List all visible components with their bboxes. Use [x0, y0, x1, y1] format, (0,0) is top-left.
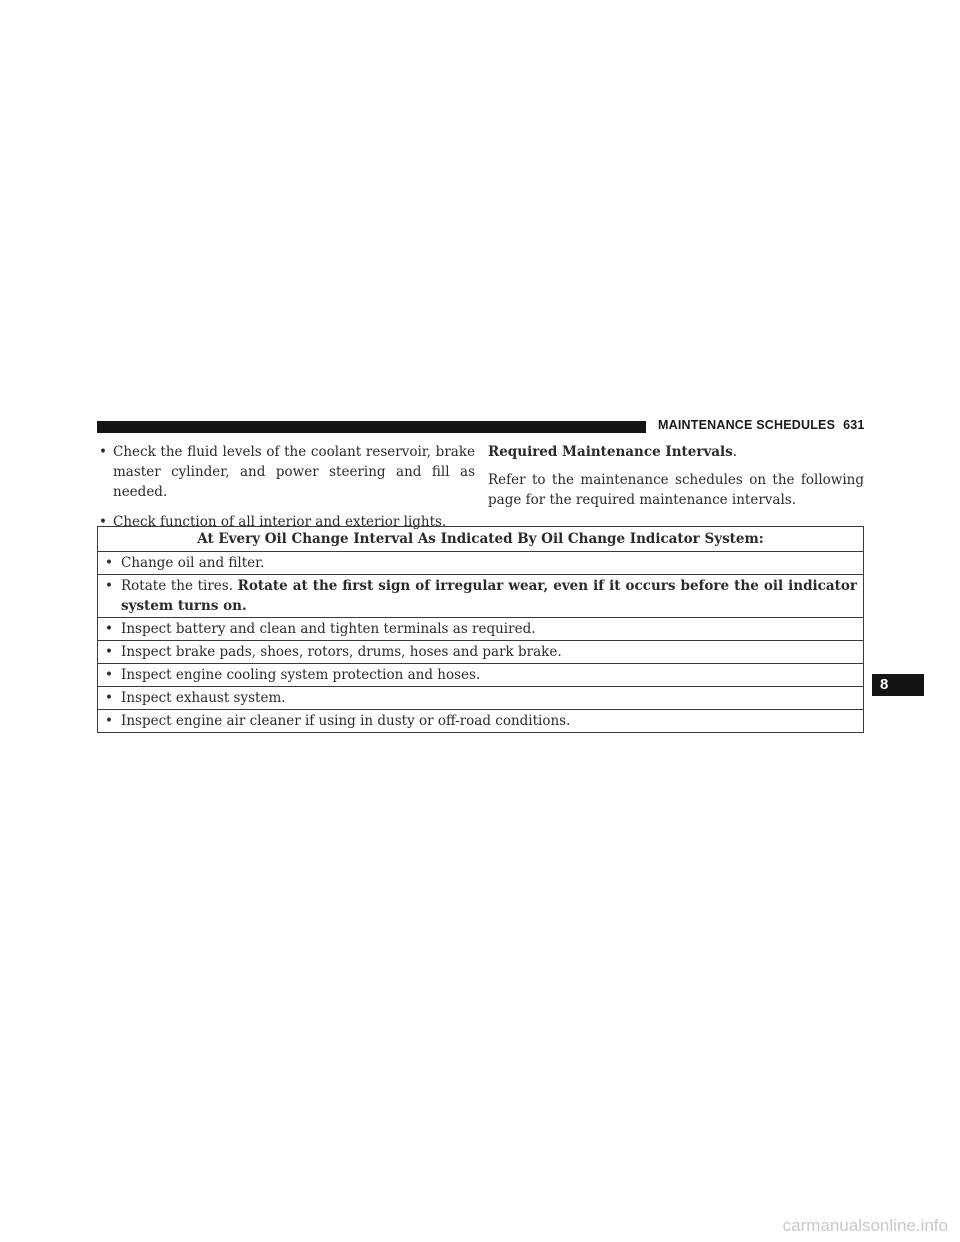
table-cell [104, 619, 857, 639]
body-paragraph: Refer to the maintenance schedules on the following page for the required maintenance intervals. [488, 472, 864, 508]
chapter-tab: 8 [872, 674, 924, 696]
table-header-row [98, 527, 864, 552]
right-column [488, 442, 864, 518]
table-row [98, 575, 864, 618]
row-text: Inspect battery and clean and tighten terminals as required. [121, 621, 536, 637]
table-row [98, 710, 864, 733]
section-heading-period: . [732, 444, 738, 460]
table-cell [104, 642, 857, 662]
row-text: Inspect engine air cleaner if using in dusty or off-road conditions. [121, 713, 571, 729]
bullet-icon: • [105, 621, 113, 637]
section-title: MAINTENANCE SCHEDULES [658, 418, 836, 432]
table-cell [104, 688, 857, 708]
table-cell [104, 665, 857, 685]
list-item-text: Check function of all interior and exterior lights. [113, 514, 447, 530]
list-item-text: Check the fluid levels of the coolant reservoir, brake master cylinder, and power steering and fill as needed. [113, 444, 475, 500]
maintenance-table [97, 526, 864, 733]
table-row [98, 687, 864, 710]
row-text: Inspect engine cooling system protection and hoses. [121, 667, 481, 683]
bullet-icon: • [99, 514, 107, 530]
row-text: Inspect exhaust system. [121, 690, 286, 706]
section-heading [488, 442, 864, 462]
bullet-icon: • [105, 555, 113, 571]
table-row [98, 618, 864, 641]
table-cell [104, 576, 857, 616]
page-number: 631 [843, 418, 865, 432]
table-cell [104, 711, 857, 731]
bullet-icon: • [105, 667, 113, 683]
table-row [98, 664, 864, 687]
bullet-icon: • [105, 713, 113, 729]
header-rule [97, 421, 646, 433]
running-header [658, 418, 865, 432]
row-text: Inspect brake pads, shoes, rotors, drums, hoses and park brake. [121, 644, 562, 660]
bullet-icon: • [105, 644, 113, 660]
bullet-icon: • [105, 578, 113, 594]
table-cell [104, 553, 857, 573]
table-header: At Every Oil Change Interval As Indicated By Oil Change Indicator System: [98, 527, 864, 552]
bullet-icon: • [99, 444, 107, 460]
table-row [98, 552, 864, 575]
list-item [97, 442, 475, 502]
row-bold-text: Rotate at the first sign of irregular wear, even if it occurs before the oil indicator system turns on. [121, 578, 857, 614]
section-heading-text: Required Maintenance Intervals [488, 444, 733, 460]
row-text: Change oil and filter. [121, 555, 265, 571]
row-text: Rotate the tires. [121, 578, 238, 594]
bullet-icon: • [105, 690, 113, 706]
table-row [98, 641, 864, 664]
watermark: carmanualsonline.info [782, 1216, 948, 1235]
